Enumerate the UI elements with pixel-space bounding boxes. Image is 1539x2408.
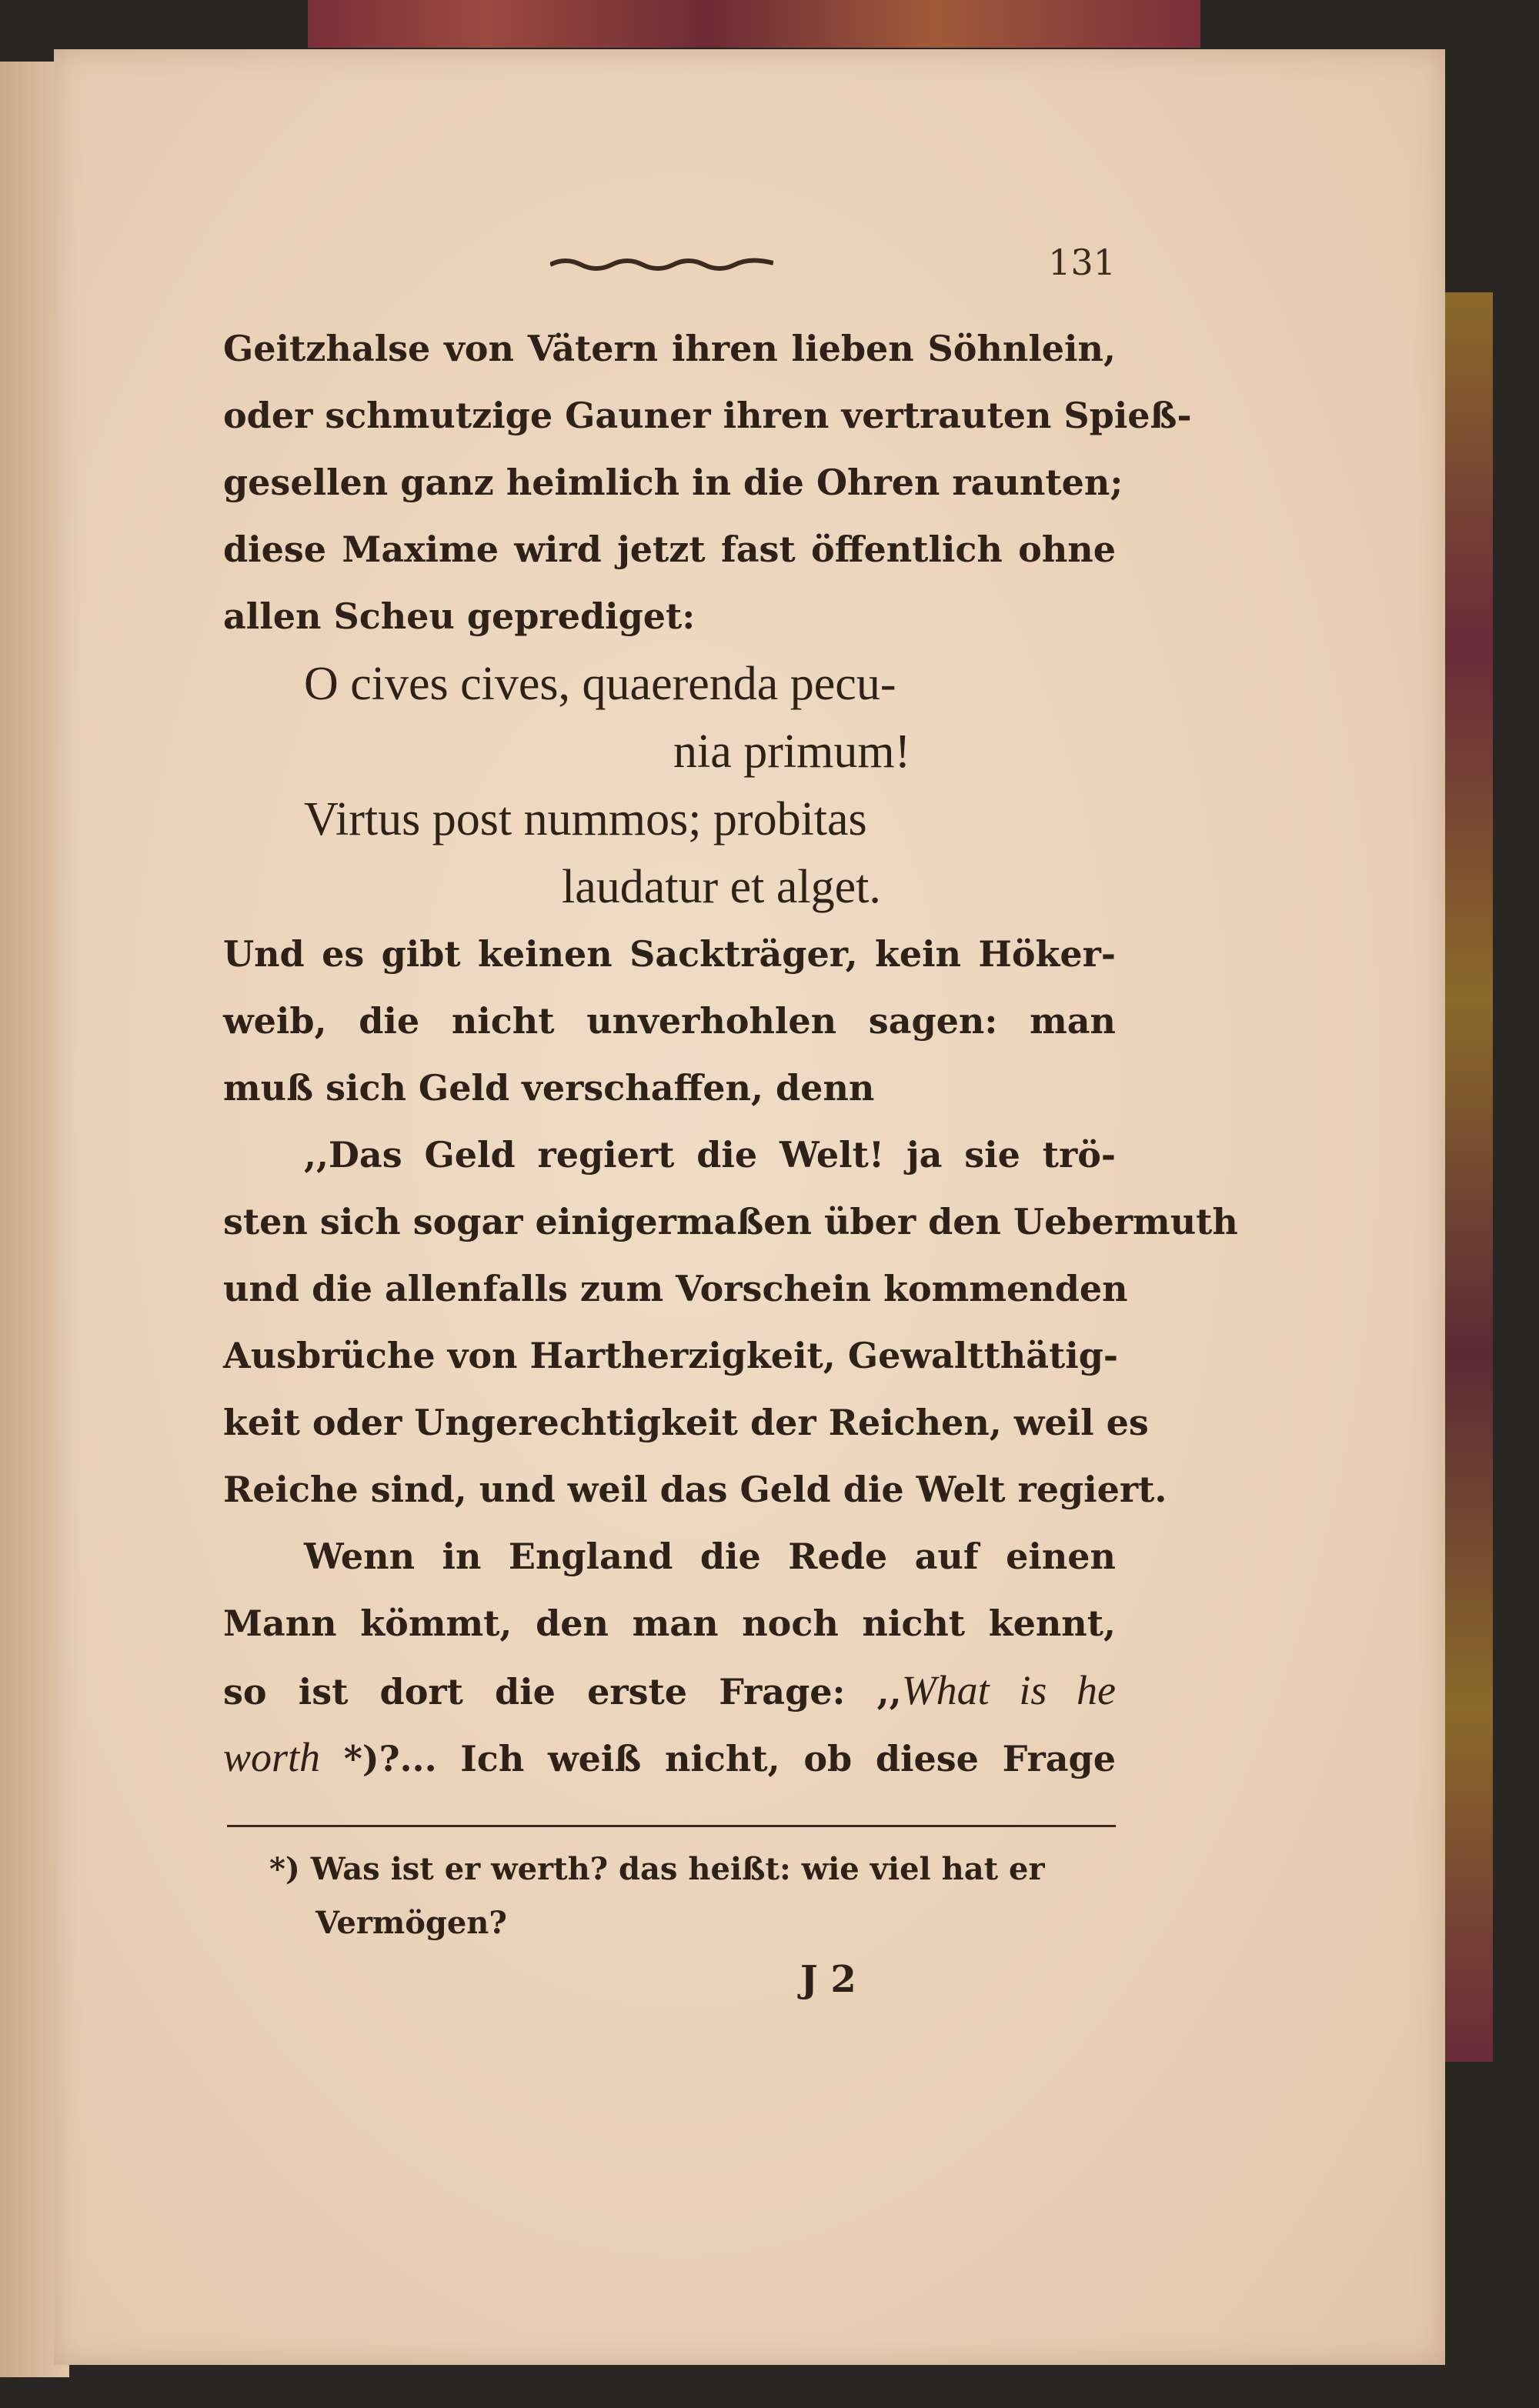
text-line: allen Scheu geprediget: [223,595,696,637]
book-right-edge [1439,292,1493,2062]
text-line: Geitzhalse von Vätern ihren lieben Söhnlein, [223,328,1116,369]
text-line: Reiche sind, und weil das Geld die Welt regiert. [223,1469,1167,1510]
footnote-line: *) Was ist er werth? das heißt: wie viel hat er [269,1851,1045,1887]
verse-line: laudatur et alget. [562,861,881,913]
footnote [269,1843,1116,1950]
page-number: 131 [1048,242,1116,283]
text-line: sten sich sogar einigermaßen über den Uebermuth [223,1201,1238,1242]
text-line: keit oder Ungerechtigkeit der Reichen, weil es [223,1402,1149,1443]
text-line: ,,Das Geld regiert die Welt! ja sie trö- [304,1134,1116,1176]
text-line: Und es gibt keinen Sackträger, kein Höker- [223,933,1116,975]
header-ornament-rule [550,254,773,274]
book-top-edge [308,0,1200,48]
text-line: muß sich Geld verschaffen, denn [223,1067,875,1109]
text-segment: so ist dort die erste Frage: ,, [223,1671,902,1713]
text-segment: *)?... Ich weiß nicht, ob diese Frage [320,1738,1116,1779]
text-line: weib, die nicht unverhohlen sagen: man [223,1000,1116,1042]
english-phrase: worth [223,1734,321,1780]
text-line: diese Maxime wird jetzt fast öffentlich ohne [223,529,1116,570]
signature-mark: J 2 [800,1958,856,2001]
text-line: Mann kömmt, den man noch nicht kennt, [223,1603,1116,1644]
text-line [223,1724,1116,1791]
verse-line: O cives cives, quaerenda pecu- [304,658,896,710]
verse-line: Virtus post nummos; probitas [304,793,867,845]
verse-line: nia primum! [673,725,911,778]
text-line [223,1657,1116,1724]
footnote-line: Vermögen? [315,1905,507,1941]
text-line: gesellen ganz heimlich in die Ohren raunten; [223,462,1123,503]
text-line: Ausbrüche von Hartherzigkeit, Gewaltthätig- [223,1335,1118,1376]
text-line: und die allenfalls zum Vorschein kommenden [223,1268,1128,1309]
english-phrase: What is he [901,1667,1116,1713]
footnote-rule [227,1825,1116,1827]
main-text [223,315,1238,1791]
text-line: Wenn in England die Rede auf einen [304,1536,1116,1577]
text-line: oder schmutzige Gauner ihren vertrauten Spieß- [223,395,1192,436]
